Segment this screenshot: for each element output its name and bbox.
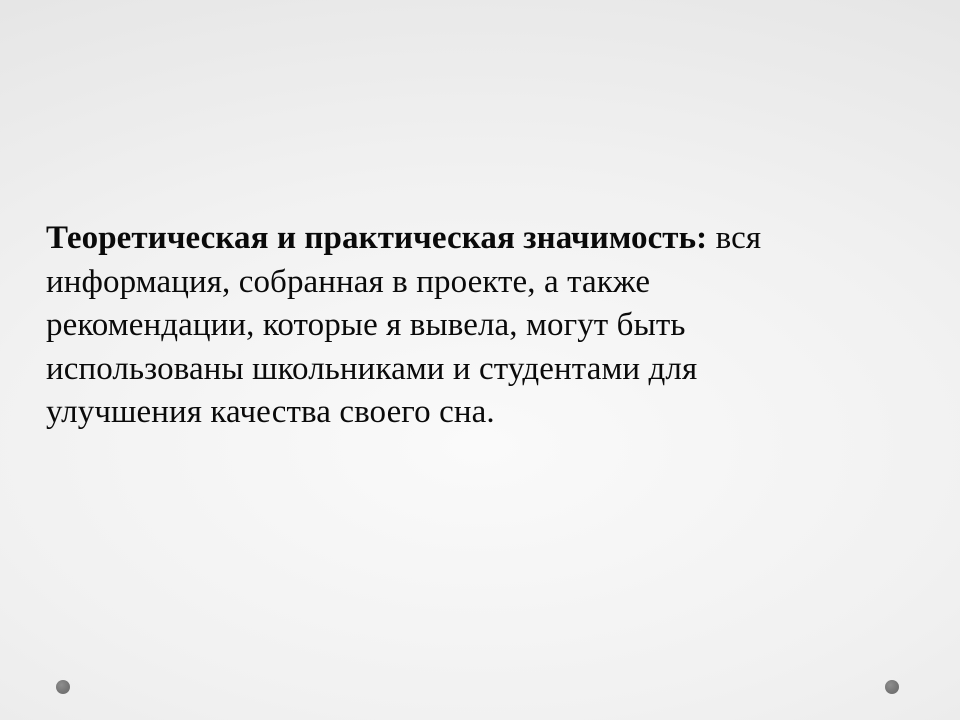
decorative-dot-right (885, 680, 899, 694)
text-line-2: информация, собранная в проекте, а также (46, 263, 651, 300)
text-line-3: рекомендации, которые я вывела, могут быть (46, 307, 686, 343)
text-line-5: улучшения качества своего сна. (46, 394, 495, 430)
text-line-4: использованы школьниками и студентами для (46, 350, 698, 387)
body-text (46, 217, 921, 435)
decorative-dot-left (56, 680, 70, 694)
text-line-1 (46, 217, 921, 261)
line1-rest-text: вся (707, 220, 762, 256)
bold-lead-text: Теоретическая и практическая значимость: (46, 220, 708, 256)
